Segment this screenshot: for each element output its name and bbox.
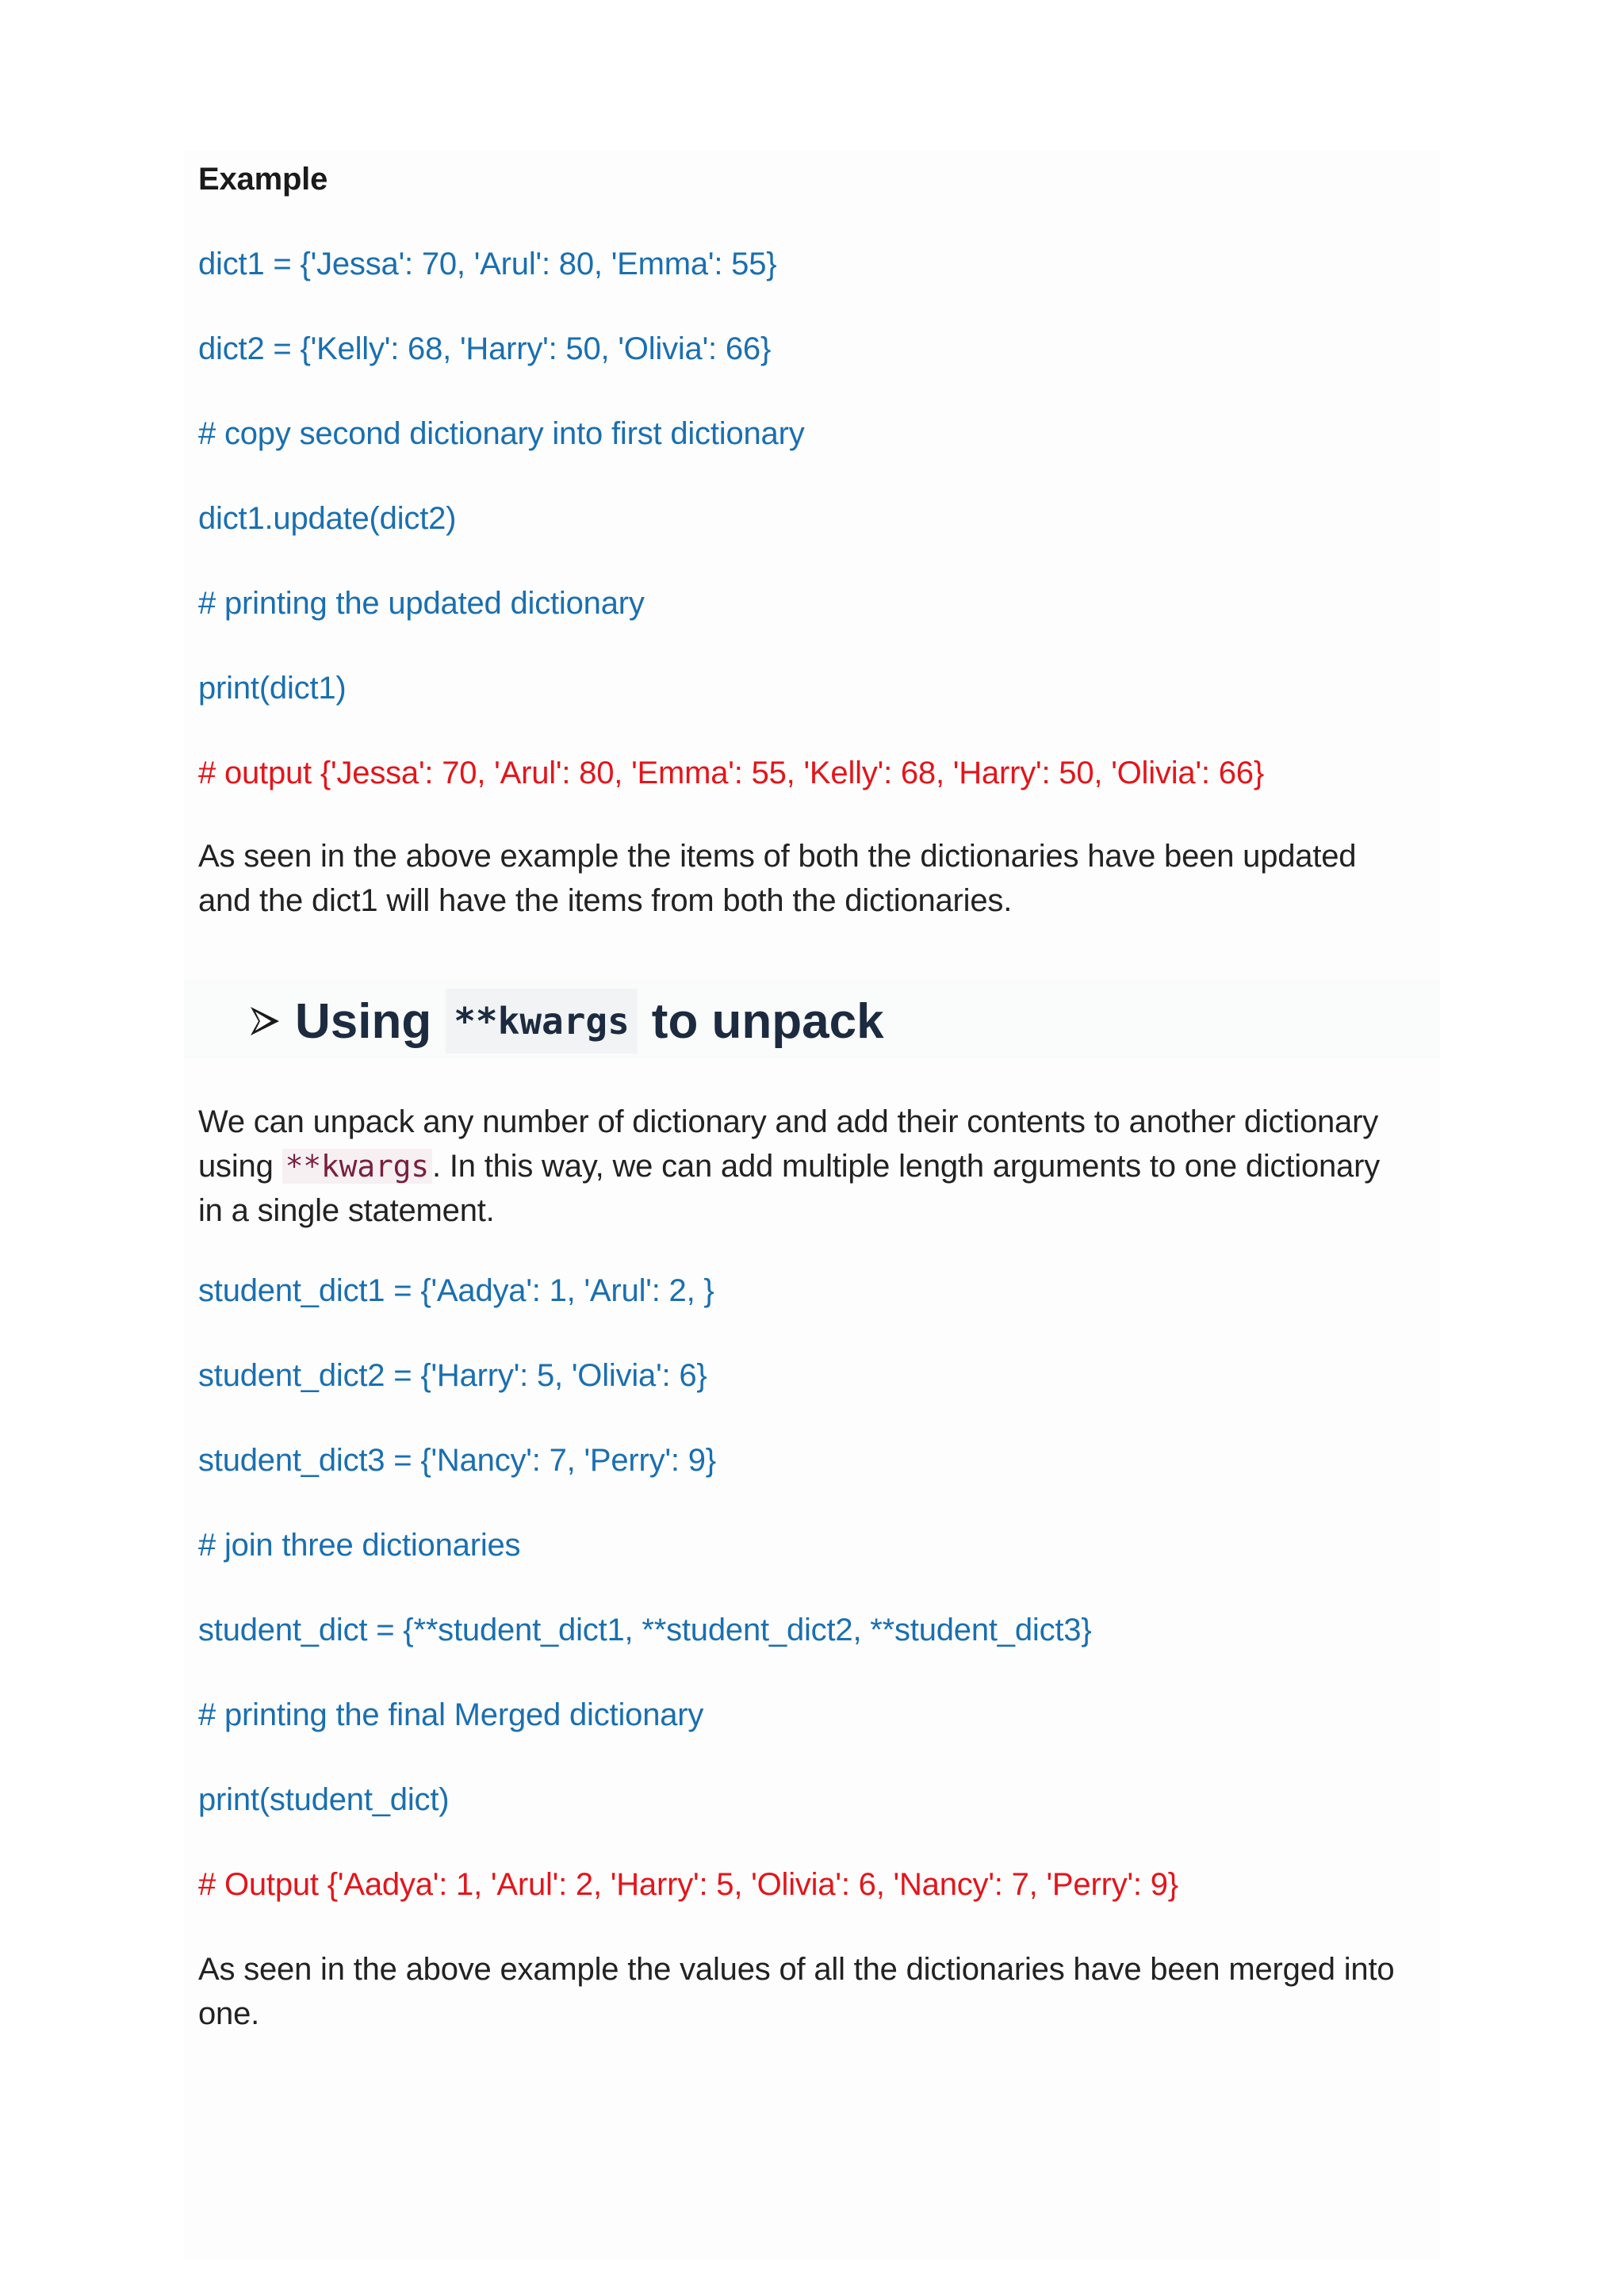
paragraph-line: As seen in the above example the values of all the dictionaries have been merged into xyxy=(198,1952,1395,1987)
inline-code: **kwargs xyxy=(282,1149,432,1184)
explanation-paragraph xyxy=(198,834,1435,923)
text-fragment: . In this way, we can add multiple length arguments to one dictionary xyxy=(432,1149,1381,1184)
heading-prefix: Using xyxy=(295,993,432,1049)
code-line: dict1.update(dict2) xyxy=(198,501,457,536)
heading-code: **kwargs xyxy=(446,989,638,1054)
code-line: print(dict1) xyxy=(198,671,347,706)
output-comment: # output {'Jessa': 70, 'Arul': 80, 'Emma': 55, 'Kelly': 68, 'Harry': 50, 'Olivia': 66} xyxy=(198,756,1264,790)
code-line: student_dict3 = {'Nancy': 7, 'Perry': 9} xyxy=(198,1443,716,1478)
output-comment: # Output {'Aadya': 1, 'Arul': 2, 'Harry': 5, 'Olivia': 6, 'Nancy': 7, 'Perry': 9} xyxy=(198,1867,1178,1902)
code-line: student_dict = {**student_dict1, **student_dict2, **student_dict3} xyxy=(198,1613,1092,1647)
paragraph-line: and the dict1 will have the items from both the dictionaries. xyxy=(198,883,1013,918)
example-label: Example xyxy=(198,162,328,197)
heading-suffix: to unpack xyxy=(651,993,884,1049)
code-comment: # join three dictionaries xyxy=(198,1528,521,1563)
paragraph-line: We can unpack any number of dictionary and add their contents to another dictionary xyxy=(198,1104,1379,1139)
code-line: student_dict2 = {'Harry': 5, 'Olivia': 6} xyxy=(198,1358,707,1393)
code-line: print(student_dict) xyxy=(198,1782,450,1817)
code-comment: # printing the updated dictionary xyxy=(198,586,645,621)
text-fragment: using xyxy=(198,1149,274,1184)
code-line: student_dict1 = {'Aadya': 1, 'Arul': 2, } xyxy=(198,1273,714,1308)
paragraph-line: As seen in the above example the items of both the dictionaries have been updated xyxy=(198,839,1357,874)
code-comment: # copy second dictionary into first dictionary xyxy=(198,416,805,451)
paragraph-line: one. xyxy=(198,1996,260,2031)
explanation-paragraph xyxy=(198,1947,1435,2036)
code-comment: # printing the final Merged dictionary xyxy=(198,1697,704,1732)
arrow-bullet-icon xyxy=(247,1004,282,1039)
section-heading xyxy=(247,983,884,1059)
paragraph-line xyxy=(198,1144,1435,1188)
paragraph-line: in a single statement. xyxy=(198,1193,495,1228)
intro-paragraph xyxy=(198,1100,1435,1233)
code-line: dict1 = {'Jessa': 70, 'Arul': 80, 'Emma': 55} xyxy=(198,247,777,281)
code-line: dict2 = {'Kelly': 68, 'Harry': 50, 'Olivia': 66} xyxy=(198,331,772,366)
